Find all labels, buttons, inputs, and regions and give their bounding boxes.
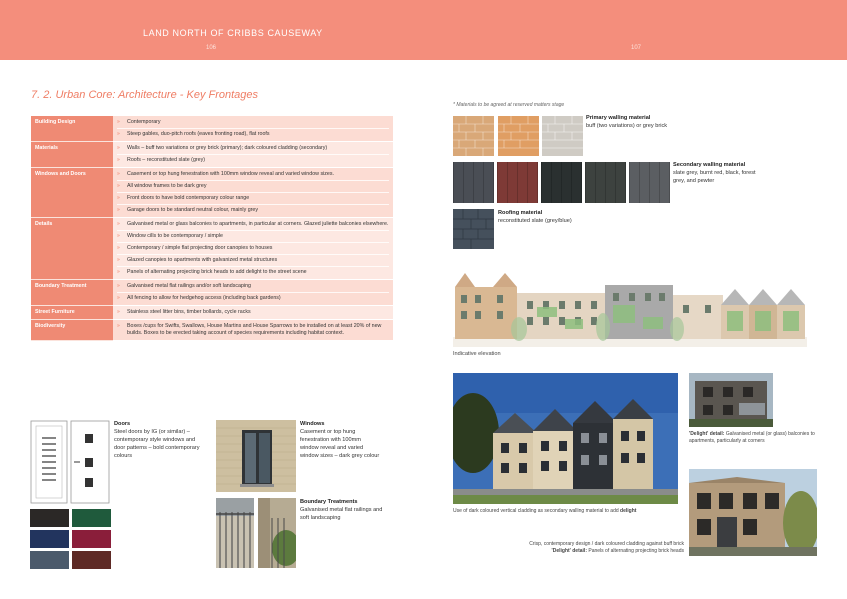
balcony-caption-bold: 'Delight' detail: xyxy=(689,431,725,437)
primary-brick-swatch-3 xyxy=(542,116,583,156)
doors-label xyxy=(114,420,204,460)
page-number-right: 107 xyxy=(631,45,642,51)
boundary-label xyxy=(300,498,390,522)
bullet-item xyxy=(117,307,389,318)
windows-label xyxy=(300,420,380,460)
row-label: Building Design xyxy=(31,116,113,142)
bullet-text: Garage doors to be standard neutral colour, mainly grey xyxy=(127,207,259,213)
row-values xyxy=(113,280,393,306)
bullet-item xyxy=(117,243,389,255)
bullet-marker: » xyxy=(117,171,120,177)
bullet-marker: » xyxy=(117,295,120,301)
elevation-caption: Indicative elevation xyxy=(453,351,501,357)
cladding-caption xyxy=(453,508,683,515)
brick-caption-line1: Crisp, contemporary design / dark coloured cladding against buff brick xyxy=(529,541,684,547)
bullet-item xyxy=(117,205,389,216)
brick-caption xyxy=(500,541,684,555)
page-number-left: 106 xyxy=(206,45,217,51)
row-values xyxy=(113,320,393,341)
doors-desc: Steel doors by IG (or similar) – contemporary style windows and door patterns – bold contemporary colours xyxy=(114,429,200,459)
bullet-marker: » xyxy=(117,183,120,189)
bullet-text: Galvanised metal flat railings and/or soft landscaping xyxy=(127,283,251,289)
balcony-caption-text: Galvanised metal (or glass) balconies to apartments, particularly at corners xyxy=(689,431,815,444)
bullet-marker: » xyxy=(117,131,120,137)
bullet-item xyxy=(117,169,389,181)
primary-walling-title: Primary walling material xyxy=(586,115,651,121)
bullet-text: All fencing to allow for hedgehog access (including back gardens) xyxy=(127,295,281,301)
table-row xyxy=(31,116,393,142)
bullet-item xyxy=(117,281,389,293)
bullet-marker: » xyxy=(117,283,120,289)
door-colour-swatch xyxy=(72,530,111,548)
doors-title: Doors xyxy=(114,421,131,427)
cladding-caption-text: Use of dark coloured vertical cladding as secondary walling material to add xyxy=(453,508,621,514)
row-values xyxy=(113,306,393,320)
bullet-item xyxy=(117,193,389,205)
bullet-item xyxy=(117,219,389,231)
bullet-item xyxy=(117,293,389,304)
roofing-swatch xyxy=(453,209,494,249)
bullet-marker: » xyxy=(117,195,120,201)
railing-photo-1 xyxy=(216,498,254,568)
document-title: LAND NORTH OF CRIBBS CAUSEWAY xyxy=(143,28,323,38)
bullet-text: Boxes /cups for Swifts, Swallows, House Martins and House Sparrows to be installed on at least 20% of new builds. Boxes to be erected taking account of species requirements including habitat context. xyxy=(127,323,382,336)
boundary-title: Boundary Treatments xyxy=(300,499,358,505)
bullet-text: Contemporary xyxy=(127,119,161,125)
table-row xyxy=(31,320,393,341)
primary-brick-swatch-2 xyxy=(498,116,539,156)
bullet-marker: » xyxy=(117,145,120,151)
table-row xyxy=(31,218,393,280)
windows-desc: Casement or top hung fenestration with 100mm window reveal and varied window sizes – dark grey colour xyxy=(300,429,380,459)
brick-caption-text: Panels of alternating projecting brick heads xyxy=(586,548,684,554)
key-frontages-table xyxy=(31,116,393,341)
row-label: Biodiversity xyxy=(31,320,113,341)
table-row xyxy=(31,168,393,218)
row-values xyxy=(113,218,393,280)
primary-brick-swatch-1 xyxy=(453,116,494,156)
window-photo xyxy=(216,420,296,492)
bullet-text: All window frames to be dark grey xyxy=(127,183,207,189)
door-colour-swatch xyxy=(72,551,111,569)
secondary-walling-desc: slate grey, burnt red, black, forest grey, and pewter xyxy=(673,170,756,184)
railing-photo-2 xyxy=(258,498,296,568)
bullet-marker: » xyxy=(117,269,120,275)
roofing-desc: reconstituted slate (grey/blue) xyxy=(498,218,572,224)
bullet-text: Stainless steel litter bins, timber bollards, cycle racks xyxy=(127,309,251,315)
bullet-text: Galvanised metal or glass balconies to apartments, in particular at corners. Glazed juliette balconies elsewhere. xyxy=(127,221,389,227)
bullet-item xyxy=(117,143,389,155)
primary-walling-label xyxy=(586,114,671,130)
bullet-item xyxy=(117,129,389,140)
table-row xyxy=(31,306,393,320)
roofing-label xyxy=(498,209,608,225)
windows-title: Windows xyxy=(300,421,325,427)
bullet-item xyxy=(117,117,389,129)
table-row xyxy=(31,280,393,306)
bullet-marker: » xyxy=(117,323,120,329)
secondary-cladding-swatch xyxy=(453,162,494,203)
row-label: Materials xyxy=(31,142,113,168)
boundary-desc: Galvanised metal flat railings and soft landscaping xyxy=(300,507,383,521)
row-label: Details xyxy=(31,218,113,280)
bullet-marker: » xyxy=(117,245,120,251)
bullet-text: Window cills to be contemporary / simple xyxy=(127,233,223,239)
bullet-text: Steep gables, duo-pitch roofs (eaves fronting road), flat roofs xyxy=(127,131,270,137)
brick-detail-photo xyxy=(689,469,817,556)
row-values xyxy=(113,142,393,168)
bullet-marker: » xyxy=(117,119,120,125)
row-label: Windows and Doors xyxy=(31,168,113,218)
materials-note: * Materials to be agreed at reserved matters stage xyxy=(453,102,565,108)
door-colour-swatch xyxy=(30,530,69,548)
balcony-caption xyxy=(689,431,829,445)
secondary-cladding-swatch xyxy=(629,162,670,203)
roofing-title: Roofing material xyxy=(498,210,543,216)
bullet-item xyxy=(117,267,389,278)
row-label: Boundary Treatment xyxy=(31,280,113,306)
secondary-cladding-swatch xyxy=(497,162,538,203)
bullet-marker: » xyxy=(117,157,120,163)
primary-walling-desc: buff (two variations) or grey brick xyxy=(586,123,668,129)
bullet-marker: » xyxy=(117,221,120,227)
brick-caption-bold: 'Delight' detail: xyxy=(551,548,587,554)
bullet-item xyxy=(117,181,389,193)
secondary-cladding-swatch xyxy=(585,162,626,203)
row-label: Street Furniture xyxy=(31,306,113,320)
bullet-marker: » xyxy=(117,257,120,263)
bullet-text: Front doors to have bold contemporary colour range xyxy=(127,195,250,201)
bullet-text: Panels of alternating projecting brick heads to add delight to the street scene xyxy=(127,269,307,275)
door-colour-swatch xyxy=(30,509,69,527)
secondary-walling-label xyxy=(673,161,763,185)
bullet-text: Contemporary / simple flat projecting door canopies to houses xyxy=(127,245,273,251)
bullet-item xyxy=(117,255,389,267)
row-values xyxy=(113,168,393,218)
bullet-marker: » xyxy=(117,233,120,239)
bullet-item xyxy=(117,231,389,243)
balcony-detail-photo xyxy=(689,373,773,427)
section-title: 7. 2. Urban Core: Architecture - Key Frontages xyxy=(31,89,259,101)
bullet-text: Casement or top hung fenestration with 100mm window reveal and varied window sizes. xyxy=(127,171,334,177)
indicative-elevation-drawing xyxy=(453,265,807,347)
secondary-walling-title: Secondary walling material xyxy=(673,162,746,168)
door-colour-swatch xyxy=(30,551,69,569)
table-row xyxy=(31,142,393,168)
bullet-text: Glazed canopies to apartments with galvanized metal structures xyxy=(127,257,278,263)
bullet-item xyxy=(117,321,389,339)
door-drawings xyxy=(30,420,110,504)
bullet-item xyxy=(117,155,389,166)
cladding-caption-bold: delight xyxy=(620,508,637,514)
bullet-marker: » xyxy=(117,309,120,315)
row-values xyxy=(113,116,393,142)
door-colour-swatch xyxy=(72,509,111,527)
header-banner xyxy=(0,0,847,60)
cladding-apartments-photo xyxy=(453,373,678,504)
secondary-cladding-swatch xyxy=(541,162,582,203)
bullet-marker: » xyxy=(117,207,120,213)
bullet-text: Roofs – reconstituted slate (grey) xyxy=(127,157,206,163)
bullet-text: Walls – buff two variations or grey brick (primary); dark coloured cladding (secondary) xyxy=(127,145,328,151)
